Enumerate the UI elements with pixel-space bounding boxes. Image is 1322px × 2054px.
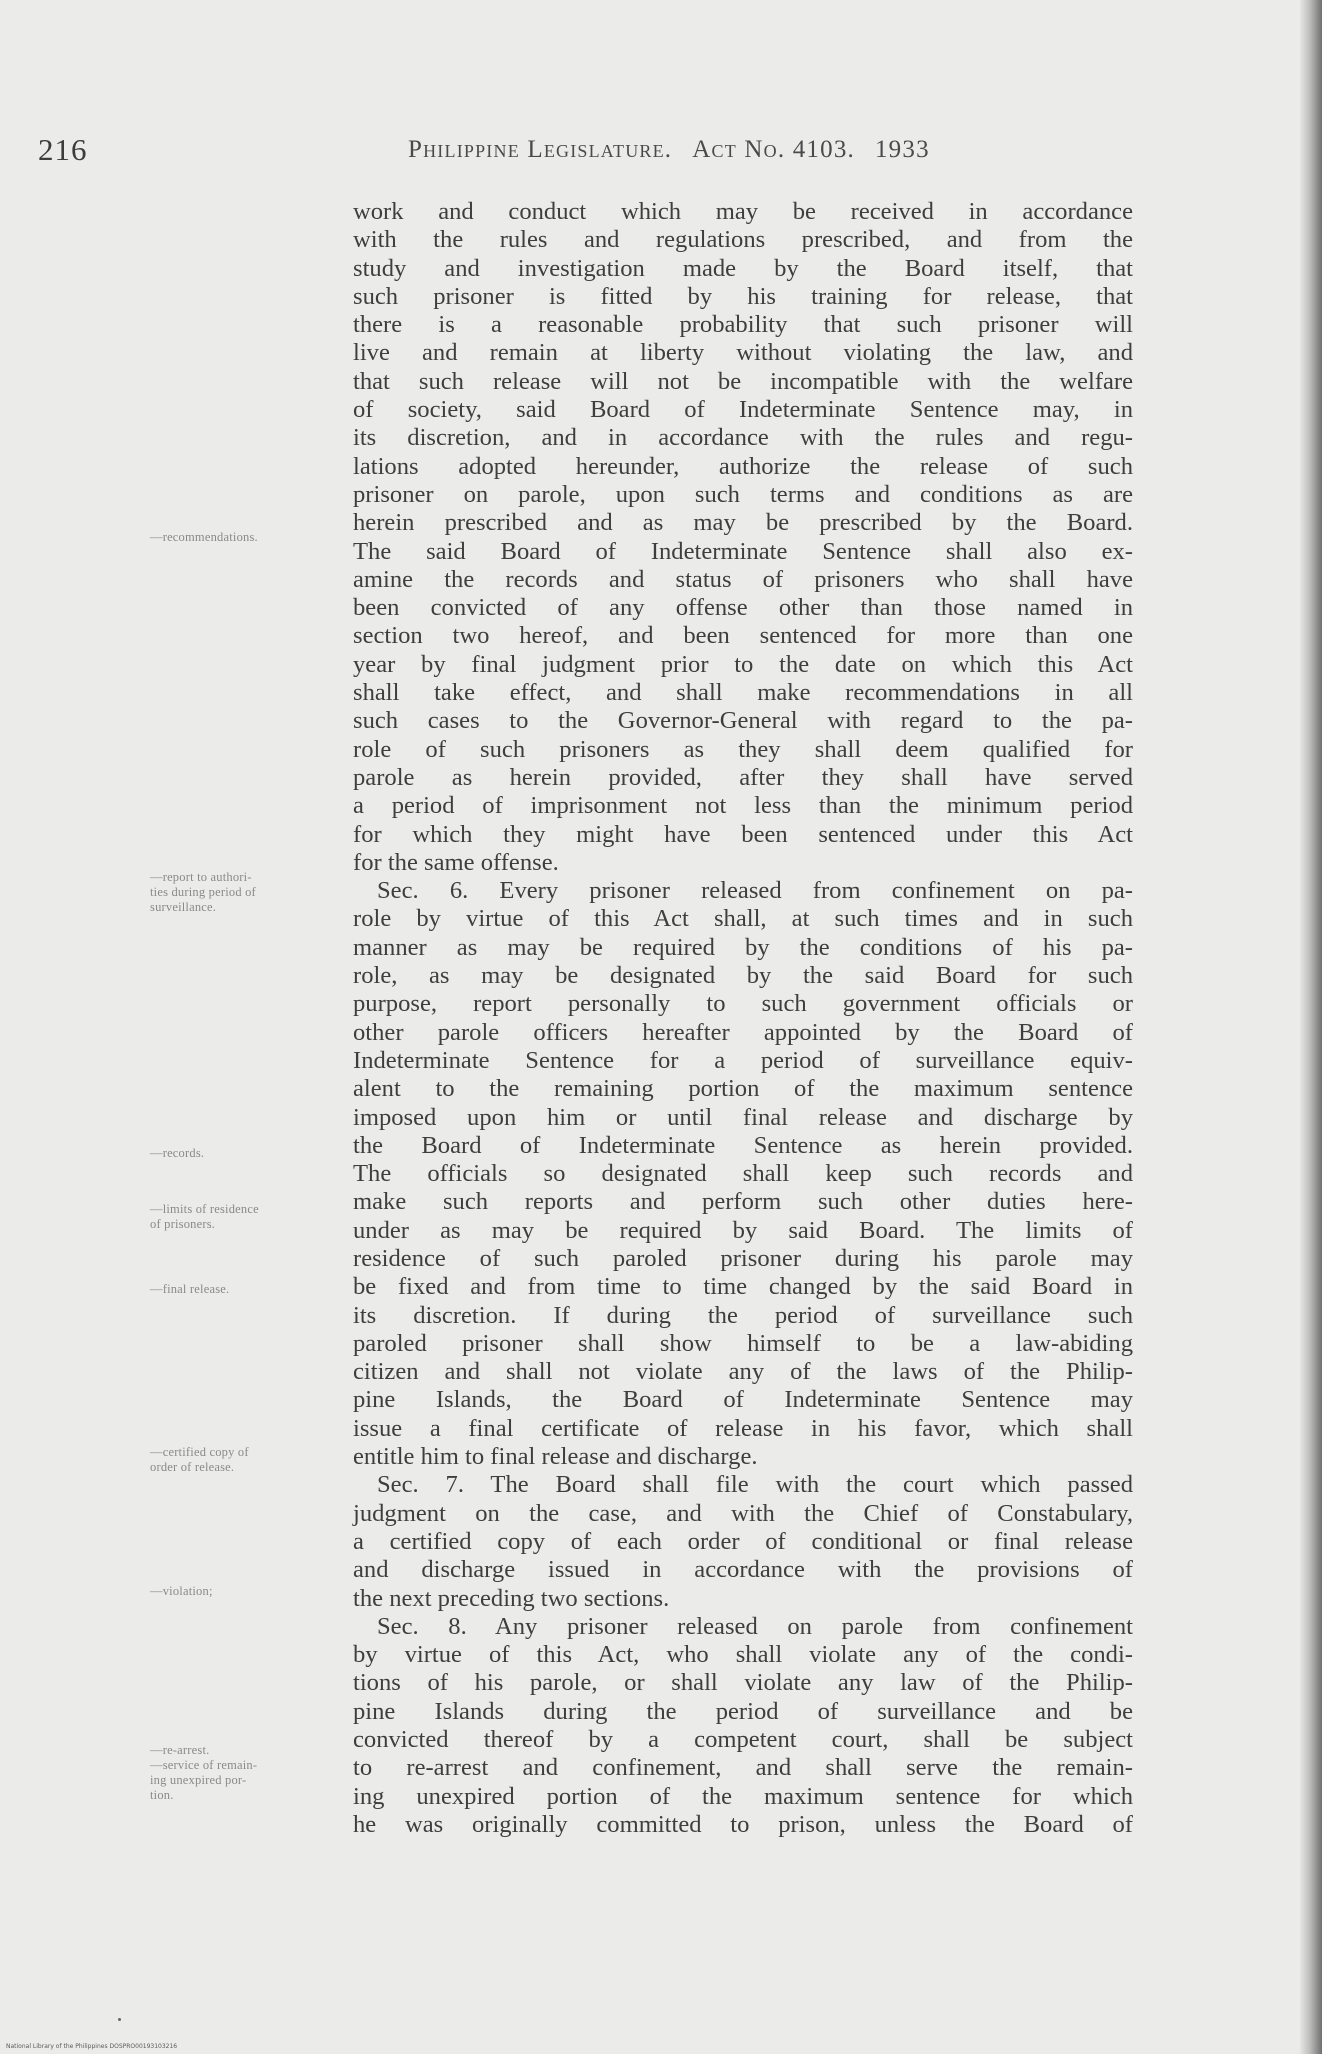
section-6-start: Sec. 6. Every prisoner released from confinement on pa- xyxy=(377,877,1133,905)
margin-note-recommendations xyxy=(150,530,346,545)
year: 1933 xyxy=(874,136,930,163)
body-line: such cases to the Governor-General with regard to the pa- xyxy=(353,707,1133,735)
body-line: ing unexpired portion of the maximum sentence for which xyxy=(353,1782,1133,1810)
margin-note-line: tion. xyxy=(150,1788,174,1802)
body-line: Indeterminate Sentence for a period of surveillance equiv- xyxy=(353,1046,1133,1074)
body-line: citizen and shall not violate any of the laws of the Philip- xyxy=(353,1358,1133,1386)
body-line: such prisoner is fitted by his training for release, that xyxy=(353,282,1133,310)
body-line: live and remain at liberty without violating the law, and xyxy=(353,339,1133,367)
margin-note-line: order of release. xyxy=(150,1460,235,1474)
margin-note-line: —report to authori- xyxy=(150,870,252,884)
margin-note-line: —re-arrest. xyxy=(150,1743,210,1757)
margin-note-report xyxy=(150,870,346,915)
body-line: convicted thereof by a competent court, shall be subject xyxy=(353,1726,1133,1754)
margin-note-line: —violation; xyxy=(150,1584,213,1598)
body-line: tions of his parole, or shall violate any law of the Philip- xyxy=(353,1669,1133,1697)
body-line: work and conduct which may be received in accordance xyxy=(353,198,1133,225)
body-line: pine Islands during the period of surveillance and be xyxy=(353,1697,1133,1725)
body-line: purpose, report personally to such government officials or xyxy=(353,990,1133,1018)
margin-note-re-arrest xyxy=(150,1743,346,1803)
footer-credit: National Library of the Philippines DOSPRO00193103216 xyxy=(6,2043,178,2050)
body-line: judgment on the case, and with the Chief of Constabulary, xyxy=(353,1499,1133,1527)
body-line: to re-arrest and confinement, and shall serve the remain- xyxy=(353,1754,1133,1782)
body-line: prisoner on parole, upon such terms and conditions as are xyxy=(353,480,1133,508)
body-line: study and investigation made by the Board itself, that xyxy=(353,254,1133,282)
margin-note-records xyxy=(150,1146,346,1161)
body-line: role of such prisoners as they shall deem qualified for xyxy=(353,735,1133,763)
body-line: entitle him to final release and discharge. xyxy=(353,1443,758,1471)
body-line: The officials so designated shall keep such records and xyxy=(353,1160,1133,1188)
margin-note-line: of prisoners. xyxy=(150,1217,216,1231)
body-line: a certified copy of each order of conditional or final release xyxy=(353,1527,1133,1555)
margin-note-line: —limits of residence xyxy=(150,1202,259,1216)
body-line: parole as herein provided, after they shall have served xyxy=(353,763,1133,791)
body-line: make such reports and perform such other duties here- xyxy=(353,1188,1133,1216)
body-line: year by final judgment prior to the date on which this Act xyxy=(353,650,1133,678)
margin-note-line: surveillance. xyxy=(150,900,217,914)
body-line: been convicted of any offense other than those named in xyxy=(353,594,1133,622)
body-line: that such release will not be incompatible with the welfare xyxy=(353,367,1133,395)
body-line: issue a final certificate of release in his favor, which shall xyxy=(353,1414,1133,1442)
body-line: under as may be required by said Board. The limits of xyxy=(353,1216,1133,1244)
section-7-start: Sec. 7. The Board shall file with the court which passed xyxy=(377,1471,1133,1499)
body-text xyxy=(353,198,1133,1839)
act-number: Act No. 4103. xyxy=(692,136,855,163)
margin-note-line: —service of remain- xyxy=(150,1758,258,1772)
body-line: paroled prisoner shall show himself to be a law-abiding xyxy=(353,1329,1133,1357)
scan-dot xyxy=(118,2018,121,2021)
body-line: with the rules and regulations prescribed, and from the xyxy=(353,226,1133,254)
body-line: and discharge issued in accordance with the provisions of xyxy=(353,1556,1133,1584)
margin-note-line: —final release. xyxy=(150,1282,230,1296)
body-line: of society, said Board of Indeterminate Sentence may, in xyxy=(353,396,1133,424)
body-line: section two hereof, and been sentenced for more than one xyxy=(353,622,1133,650)
running-title: Philippine Legislature. xyxy=(408,136,673,163)
body-line: herein prescribed and as may be prescribed by the Board. xyxy=(353,509,1133,537)
body-line: a period of imprisonment not less than the minimum period xyxy=(353,792,1133,820)
body-line: manner as may be required by the conditions of his pa- xyxy=(353,933,1133,961)
body-line: alent to the remaining portion of the maximum sentence xyxy=(353,1075,1133,1103)
body-line: by virtue of this Act, who shall violate any of the condi- xyxy=(353,1641,1133,1669)
margin-note-line: —records. xyxy=(150,1146,205,1160)
running-head xyxy=(408,136,930,164)
margin-note-line: —recommendations. xyxy=(150,530,258,544)
margin-note-line: ties during period of xyxy=(150,885,256,899)
margin-note-final-release xyxy=(150,1282,346,1297)
margin-note-line: ing unexpired por- xyxy=(150,1773,247,1787)
page-number: 216 xyxy=(38,132,88,167)
body-line: lations adopted hereunder, authorize the release of such xyxy=(353,452,1133,480)
body-line: its discretion, and in accordance with the rules and regu- xyxy=(353,424,1133,452)
margin-note-limits xyxy=(150,1202,346,1232)
margin-note-violation xyxy=(150,1584,346,1599)
body-line: shall take effect, and shall make recommendations in all xyxy=(353,679,1133,707)
body-line: the next preceding two sections. xyxy=(353,1584,670,1612)
margin-note-certified-copy xyxy=(150,1445,346,1475)
section-8-start: Sec. 8. Any prisoner released on parole from confinement xyxy=(377,1612,1133,1640)
body-line: pine Islands, the Board of Indeterminate Sentence may xyxy=(353,1386,1133,1414)
margin-note-line: —certified copy of xyxy=(150,1445,249,1459)
body-line: role, as may be designated by the said Board for such xyxy=(353,962,1133,990)
body-line: imposed upon him or until final release and discharge by xyxy=(353,1103,1133,1131)
body-line: role by virtue of this Act shall, at such times and in such xyxy=(353,905,1133,933)
body-line: other parole officers hereafter appointed by the Board of xyxy=(353,1018,1133,1046)
body-line: residence of such paroled prisoner during his parole may xyxy=(353,1244,1133,1272)
body-line: The said Board of Indeterminate Sentence shall also ex- xyxy=(353,537,1133,565)
body-line: for which they might have been sentenced under this Act xyxy=(353,820,1133,848)
body-line: amine the records and status of prisoners who shall have xyxy=(353,565,1133,593)
body-line: its discretion. If during the period of surveillance such xyxy=(353,1301,1133,1329)
body-line: he was originally committed to prison, unless the Board of xyxy=(353,1810,1133,1838)
body-line: be fixed and from time to time changed by the said Board in xyxy=(353,1273,1133,1301)
body-line: there is a reasonable probability that such prisoner will xyxy=(353,311,1133,339)
page-edge-shadow xyxy=(1300,0,1322,2054)
body-line: for the same offense. xyxy=(353,848,559,876)
body-line: the Board of Indeterminate Sentence as herein provided. xyxy=(353,1131,1133,1159)
